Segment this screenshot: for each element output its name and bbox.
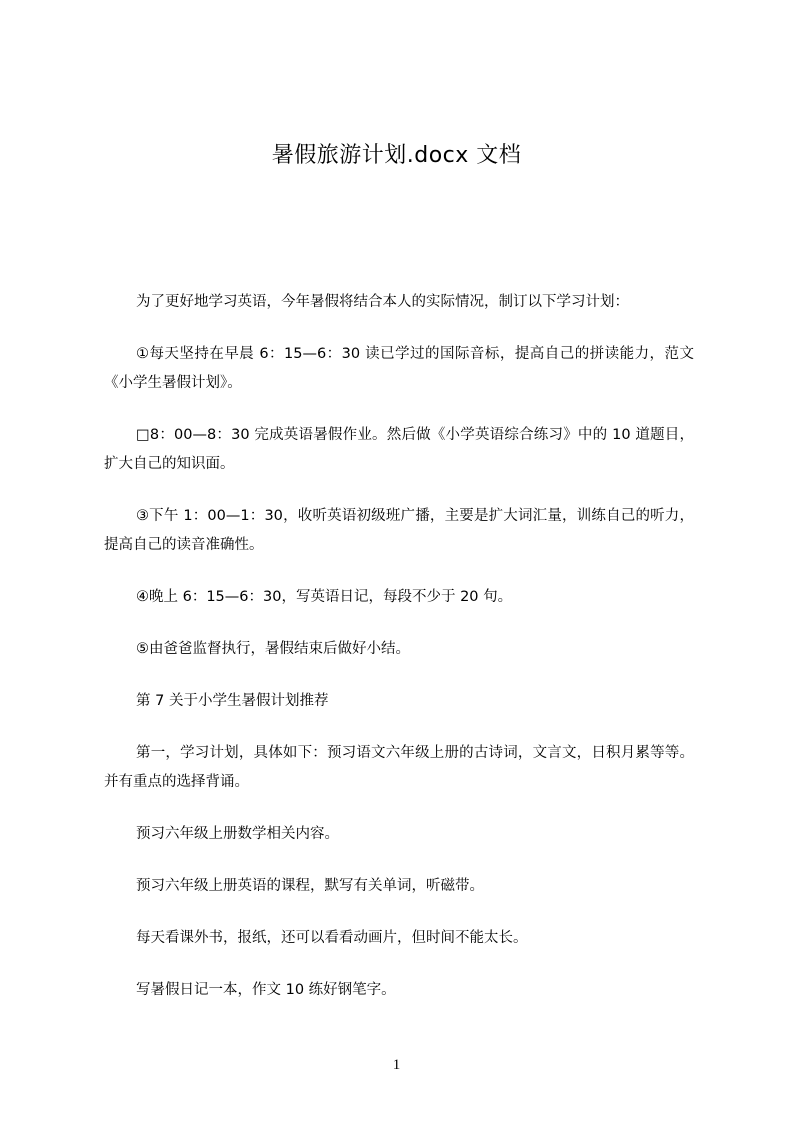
- paragraph-intro: 为了更好地学习英语，今年暑假将结合本人的实际情况，制订以下学习计划：: [136, 294, 629, 310]
- paragraph-reading: 每天看课外书，报纸，还可以看看动画片，但时间不能太长。: [136, 930, 528, 946]
- page-number: 1: [392, 1057, 401, 1073]
- paragraph-english: 预习六年级上册英语的课程，默写有关单词，听磁带。: [136, 878, 484, 894]
- paragraph-item-3: ③下午 1：00—1：30，收听英语初级班广播，主要是扩大词汇量，训练自己的听力，提高自己的读音准确性。: [104, 508, 694, 553]
- paragraph-math: 预习六年级上册数学相关内容。: [136, 826, 339, 842]
- paragraph-item-5: ⑤由爸爸监督执行，暑假结束后做好小结。: [136, 641, 410, 657]
- document-title: 暑假旅游计划.docx 文档: [271, 143, 522, 168]
- paragraph-item-4: ④晚上 6：15—6：30，写英语日记，每段不少于 20 句。: [136, 589, 513, 605]
- document-body: [104, 288, 694, 1028]
- paragraph-item-2: □8：00—8：30 完成英语暑假作业。然后做《小学英语综合练习》中的 10 道题目，扩大自己的知识面。: [104, 427, 694, 472]
- paragraph-diary: 写暑假日记一本，作文 10 练好钢笔字。: [136, 982, 396, 998]
- paragraph-study-plan: 第一，学习计划，具体如下：预习语文六年级上册的古诗词，文言文，日积月累等等。并有重点的选择背诵。: [104, 745, 694, 790]
- paragraph-item-1: ①每天坚持在早晨 6：15—6：30 读已学过的国际音标，提高自己的拼读能力，范文《小学生暑假计划》。: [104, 346, 694, 391]
- section-heading: 第 7 关于小学生暑假计划推荐: [136, 693, 329, 709]
